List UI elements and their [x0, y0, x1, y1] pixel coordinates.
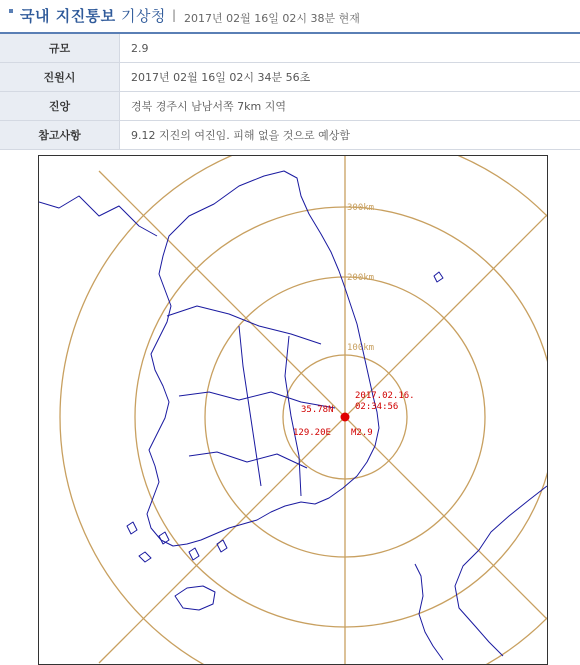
epicenter-time-label: 02:34:56 [355, 402, 399, 412]
northern-border [39, 196, 157, 236]
ring-label-300km: 300km [347, 203, 375, 213]
table-row [0, 92, 580, 121]
tsushima-coast [415, 564, 443, 660]
epicenter-magnitude-label: M2.9 [351, 428, 373, 438]
page-header [0, 0, 580, 34]
province-border-a [167, 306, 321, 344]
row-value-epicenter: 경북 경주시 남남서쪽 7km 지역 [120, 92, 580, 121]
row-label-origin-time: 진원시 [0, 63, 120, 92]
province-border-d [239, 326, 261, 486]
agency-name: 기상청 [120, 7, 166, 25]
epicenter-lon-label: 129.20E [293, 428, 331, 438]
page-title [20, 5, 166, 26]
epicenter-marker [341, 413, 350, 422]
earthquake-info-table [0, 34, 580, 150]
jeju-island [175, 586, 215, 610]
epicenter-map [38, 155, 548, 665]
title-main: 국내 지진통보 [20, 7, 116, 25]
ulleung-island [434, 272, 443, 282]
row-label-magnitude: 규모 [0, 34, 120, 63]
peninsula-coast [147, 171, 379, 546]
epicenter-date-label: 2017.02.16. [355, 391, 415, 401]
table-row [0, 121, 580, 150]
epicenter-lat-label: 35.78N [301, 405, 334, 415]
bullet-icon [9, 9, 13, 13]
table-row [0, 34, 580, 63]
report-timestamp: 2017년 02월 16일 02시 38분 현재 [184, 12, 360, 25]
row-label-epicenter: 진앙 [0, 92, 120, 121]
table-row [0, 63, 580, 92]
ring-label-100km: 100km [347, 343, 375, 353]
row-value-magnitude: 2.9 [120, 34, 580, 63]
ring-label-200km: 200km [347, 273, 375, 283]
header-separator: | [172, 8, 177, 22]
row-value-origin-time: 2017년 02월 16일 02시 34분 56초 [120, 63, 580, 92]
province-border-c [189, 452, 307, 468]
row-label-remarks: 참고사항 [0, 121, 120, 150]
row-value-remarks: 9.12 지진의 여진임. 피해 없을 것으로 예상함 [120, 121, 580, 150]
map-svg [39, 156, 547, 664]
